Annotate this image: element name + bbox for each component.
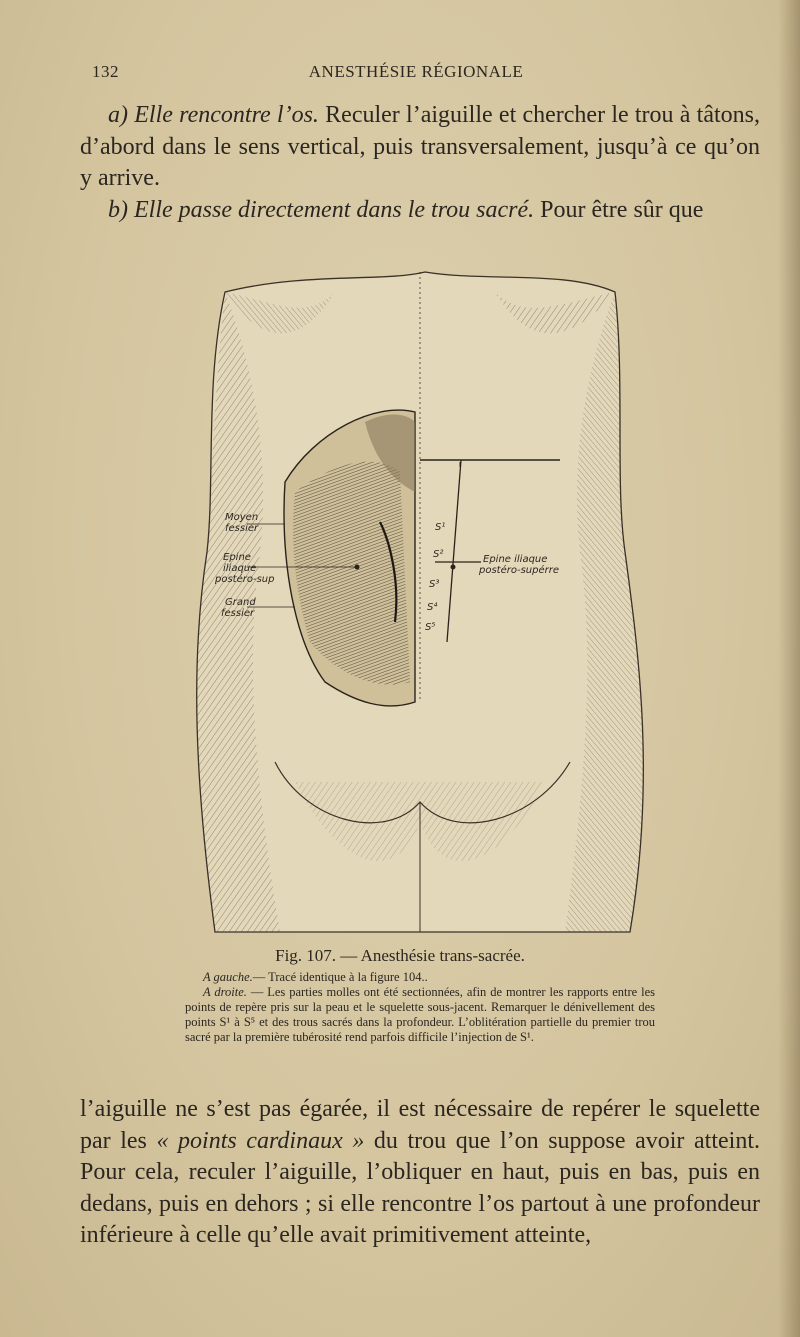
- label-s1: S¹: [435, 522, 446, 533]
- label-b: b): [108, 196, 128, 223]
- label-epine-right-2: postéro-supérre: [479, 565, 560, 576]
- page-number: 132: [92, 62, 119, 81]
- paragraph-continuation: [80, 1094, 760, 1252]
- paragraph-a-text: Reculer l’aiguille et chercher le trou à tâtons, d’abord dans le sens vertical, puis transversalement, jusqu’à ce qu’on y arrive.: [80, 102, 761, 191]
- paragraph-b-italic: Elle passe directement dans le trou sacré.: [134, 196, 535, 223]
- figure-caption-title: Fig. 107. — Anesthésie trans-sacrée.: [275, 946, 525, 965]
- legend-droite-label: A droite.: [203, 985, 247, 999]
- label-s5: S⁵: [425, 622, 436, 633]
- running-header: [92, 62, 740, 88]
- label-epine-left-2: iliaque: [223, 563, 257, 574]
- page-edge-shadow: [778, 0, 800, 1337]
- label-moyen-fessier-2: fessier: [225, 523, 259, 534]
- paragraph-a: [80, 100, 760, 195]
- label-s4: S⁴: [427, 602, 438, 613]
- label-grand-fessier-2: fessier: [221, 608, 255, 619]
- label-grand-fessier-1: Grand: [225, 597, 256, 608]
- paragraph-b: [80, 195, 760, 227]
- paragraph-a-italic: Elle rencontre l’os.: [134, 102, 319, 128]
- continuation-italic: « points cardinaux »: [156, 1127, 365, 1154]
- bottom-paragraph: [80, 1094, 760, 1252]
- label-a: a): [108, 102, 128, 128]
- label-s2: S²: [433, 549, 444, 560]
- legend-gauche-label: A gauche.: [203, 970, 253, 984]
- legend-droite-text: — Les parties molles ont été sectionnées, afin de montrer les rapports entre les points de repère pris sur la peau et le squelette sous-jacent. Remarquer le dénivellement des points S¹ à S⁵ et des trous sacrés dans la profondeur. L’oblitération partielle du premier trou sacré par la première tubérosité rend parfois difficile l’injection de S¹.: [185, 985, 655, 1044]
- running-title: ANESTHÉSIE RÉGIONALE: [308, 62, 524, 81]
- label-epine-left-3: postéro-sup: [215, 574, 275, 585]
- paragraph-b-text: Pour être sûr que: [534, 196, 704, 223]
- label-epine-left-1: Epine: [223, 552, 251, 563]
- label-epine-right-1: Epine iliaque: [483, 554, 548, 565]
- label-s3: S³: [429, 579, 440, 590]
- top-paragraphs: [80, 100, 760, 226]
- anatomical-figure: [185, 262, 645, 942]
- continuation-part2: du trou que l’on suppose avoir atteint. Pour cela, reculer l’aiguille, l’obliquer en haut, puis en bas, puis en dedans, puis en dehors ; si elle rencontre l’os partout à une profondeur inférieure à celle qu’elle avait primitivement atteinte,: [80, 1127, 760, 1248]
- continuation-part1: l’aiguille ne s’est pas égarée, il est nécessaire de repérer le squelette par les: [80, 1096, 760, 1154]
- legend-gauche: [185, 970, 655, 985]
- figure-engraving: [185, 262, 645, 942]
- label-moyen-fessier-1: Moyen: [225, 512, 259, 523]
- figure-legend: [185, 970, 655, 1045]
- legend-gauche-text: — Tracé identique à la figure 104..: [252, 970, 428, 984]
- legend-droite: [185, 985, 655, 1045]
